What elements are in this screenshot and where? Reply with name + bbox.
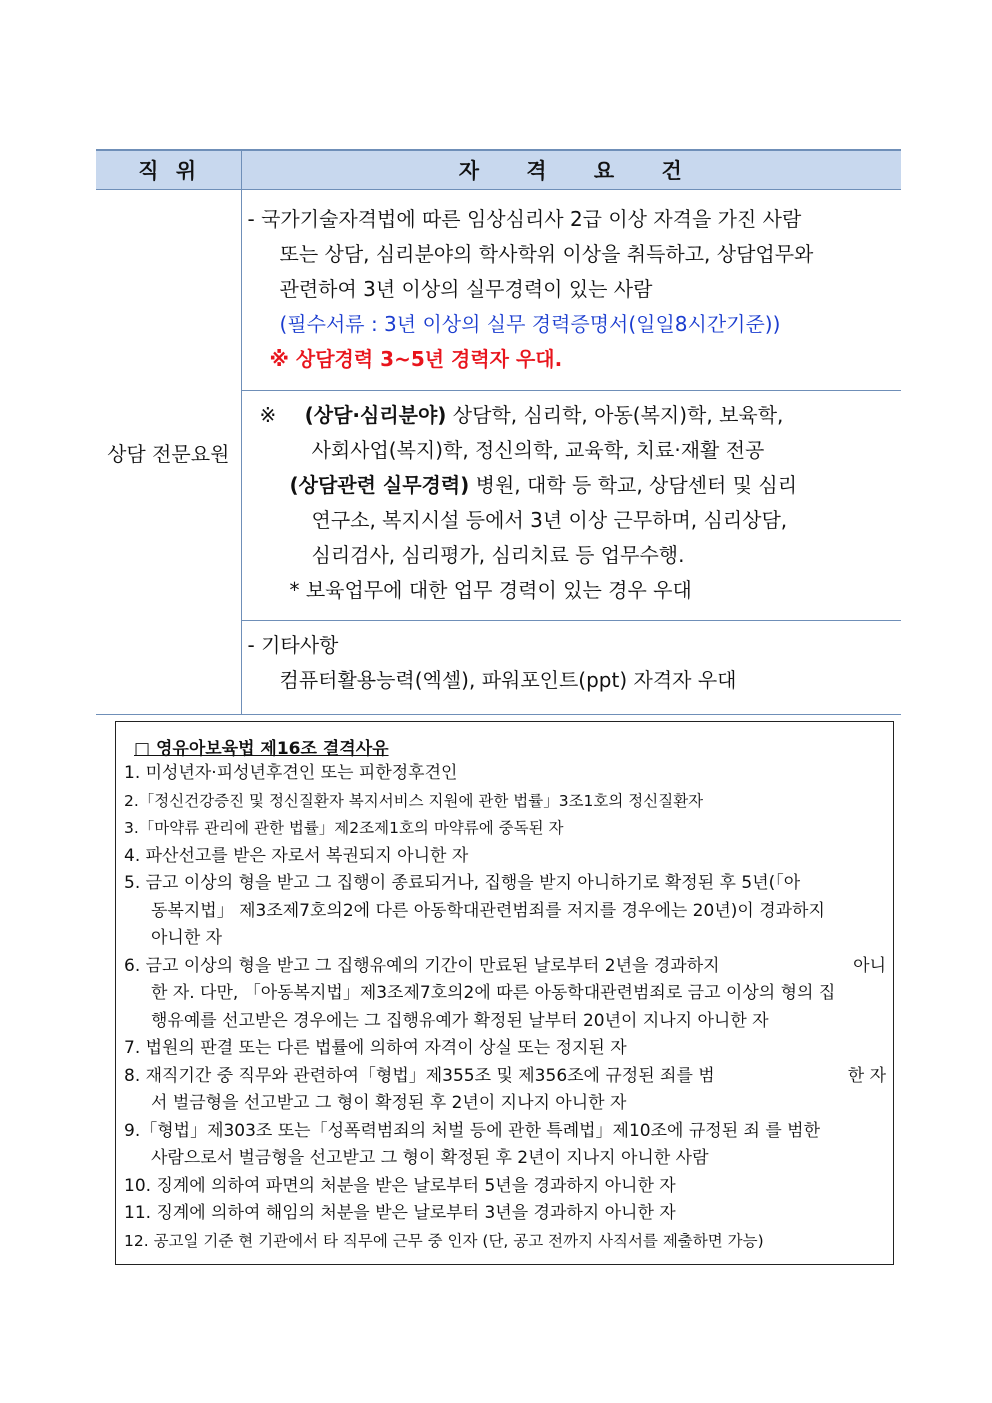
reference-mark: ※ bbox=[259, 403, 277, 427]
field-text: 상담학, 심리학, 아동(복지)학, 보육학, bbox=[446, 403, 784, 427]
header-requirements: 자 격 요 건 bbox=[241, 150, 901, 190]
preferred-experience-note: ※ 상담경력 3~5년 경력자 우대. bbox=[269, 347, 563, 371]
list-item: 12. 공고일 기준 현 기관에서 타 직무에 근무 중 인자 (단, 공고 전까지 사직서를 제출하면 가능) bbox=[124, 1231, 764, 1250]
other-text: 컴퓨터활용능력(엑셀), 파워포인트(ppt) 자격자 우대 bbox=[279, 668, 737, 692]
header-position: 직 위 bbox=[96, 150, 241, 190]
career-label: (상담관련 실무경력) bbox=[289, 473, 470, 497]
requirements-table bbox=[96, 149, 901, 715]
list-item: 5. 금고 이상의 형을 받고 그 집행이 종료되거나, 집행을 받지 아니하기로 확정된 후 5년(「아 동복지법」 제3조제7호의2에 다른 아동학대관련범죄를 저지를 경우에는 20년)이 경과하지 아니한 자 bbox=[124, 873, 825, 948]
list-item: 9.「형법」제303조 또는「성폭력범죄의 처벌 등에 관한 특례법」제10조에 규정된 죄 를 범한 사람으로서 벌금형을 선고받고 그 형이 확정된 후 2년이 지나지 아니한 사람 bbox=[124, 1120, 821, 1168]
career-text: 병원, 대학 등 학교, 상담센터 및 심리 bbox=[469, 473, 798, 497]
field-text: 사회사업(복지)학, 정신의학, 교육학, 치료·재활 전공 bbox=[311, 438, 765, 462]
disqualification-box bbox=[115, 721, 894, 1265]
list-item: 2.「정신건강증진 및 정신질환자 복지서비스 지원에 관한 법률」3조1호의 정신질환자 bbox=[124, 791, 704, 810]
position-name: 상담 전문요원 bbox=[96, 190, 241, 715]
list-item: 7. 법원의 판결 또는 다른 법률에 의하여 자격이 상실 또는 정지된 자 bbox=[124, 1038, 627, 1058]
required-documents-note: (필수서류 : 3년 이상의 실무 경력증명서(일일8시간기준)) bbox=[279, 312, 781, 336]
list-item: 10. 징계에 의하여 파면의 처분을 받은 날로부터 5년을 경과하지 아니한 자 bbox=[124, 1175, 676, 1196]
table-header-row bbox=[96, 150, 901, 190]
list-item: 4. 파산선고를 받은 자로서 복권되지 아니한 자 bbox=[124, 845, 469, 866]
childcare-preference-note: * 보육업무에 대한 업무 경력이 있는 경우 우대 bbox=[289, 578, 692, 602]
requirement-line: 또는 상담, 심리분야의 학사학위 이상을 취득하고, 상담업무와 bbox=[279, 242, 814, 266]
requirement-section-2 bbox=[241, 391, 901, 621]
list-item: 6. 금고 이상의 형을 받고 그 집행유예의 기간이 만료된 날로부터 2년을 경과하지 아니 한 자. 다만, 「아동복지법」제3조제7호의2에 따른 아동학대관련범죄로 금고 이상의 형의 집 행유예를 선고받은 경우에는 그 집행유예가 확정된 날부터 20년이 지나지 아니한 자 bbox=[124, 955, 886, 1031]
list-item: 3.「마약류 관리에 관한 법률」제2조제1호의 마약류에 중독된 자 bbox=[124, 819, 564, 837]
other-label: - 기타사항 bbox=[247, 633, 339, 657]
disqualification-title: □ 영유아보육법 제16조 결격사유 bbox=[134, 739, 389, 759]
requirement-line: 관련하여 3년 이상의 실무경력이 있는 사람 bbox=[279, 277, 653, 301]
disqualification-list bbox=[124, 760, 886, 1255]
field-label: (상담·심리분야) bbox=[304, 403, 447, 427]
table-row bbox=[96, 190, 901, 391]
list-item: 1. 미성년자·피성년후견인 또는 피한정후견인 bbox=[124, 763, 458, 783]
requirement-section-3 bbox=[241, 621, 901, 715]
career-text: 연구소, 복지시설 등에서 3년 이상 근무하며, 심리상담, bbox=[311, 508, 788, 532]
list-item: 11. 징계에 의하여 해임의 처분을 받은 날로부터 3년을 경과하지 아니한 자 bbox=[124, 1203, 676, 1223]
requirement-line: - 국가기술자격법에 따른 임상심리사 2급 이상 자격을 가진 사람 bbox=[247, 207, 802, 231]
requirement-section-1 bbox=[241, 190, 901, 391]
list-item: 8. 재직기간 중 직무와 관련하여「형법」제355조 및 제356조에 규정된 죄를 범 한 자 서 벌금형을 선고받고 그 형이 확정된 후 2년이 지나지 아니한 자 bbox=[124, 1065, 886, 1113]
career-text: 심리검사, 심리평가, 심리치료 등 업무수행. bbox=[311, 543, 685, 567]
